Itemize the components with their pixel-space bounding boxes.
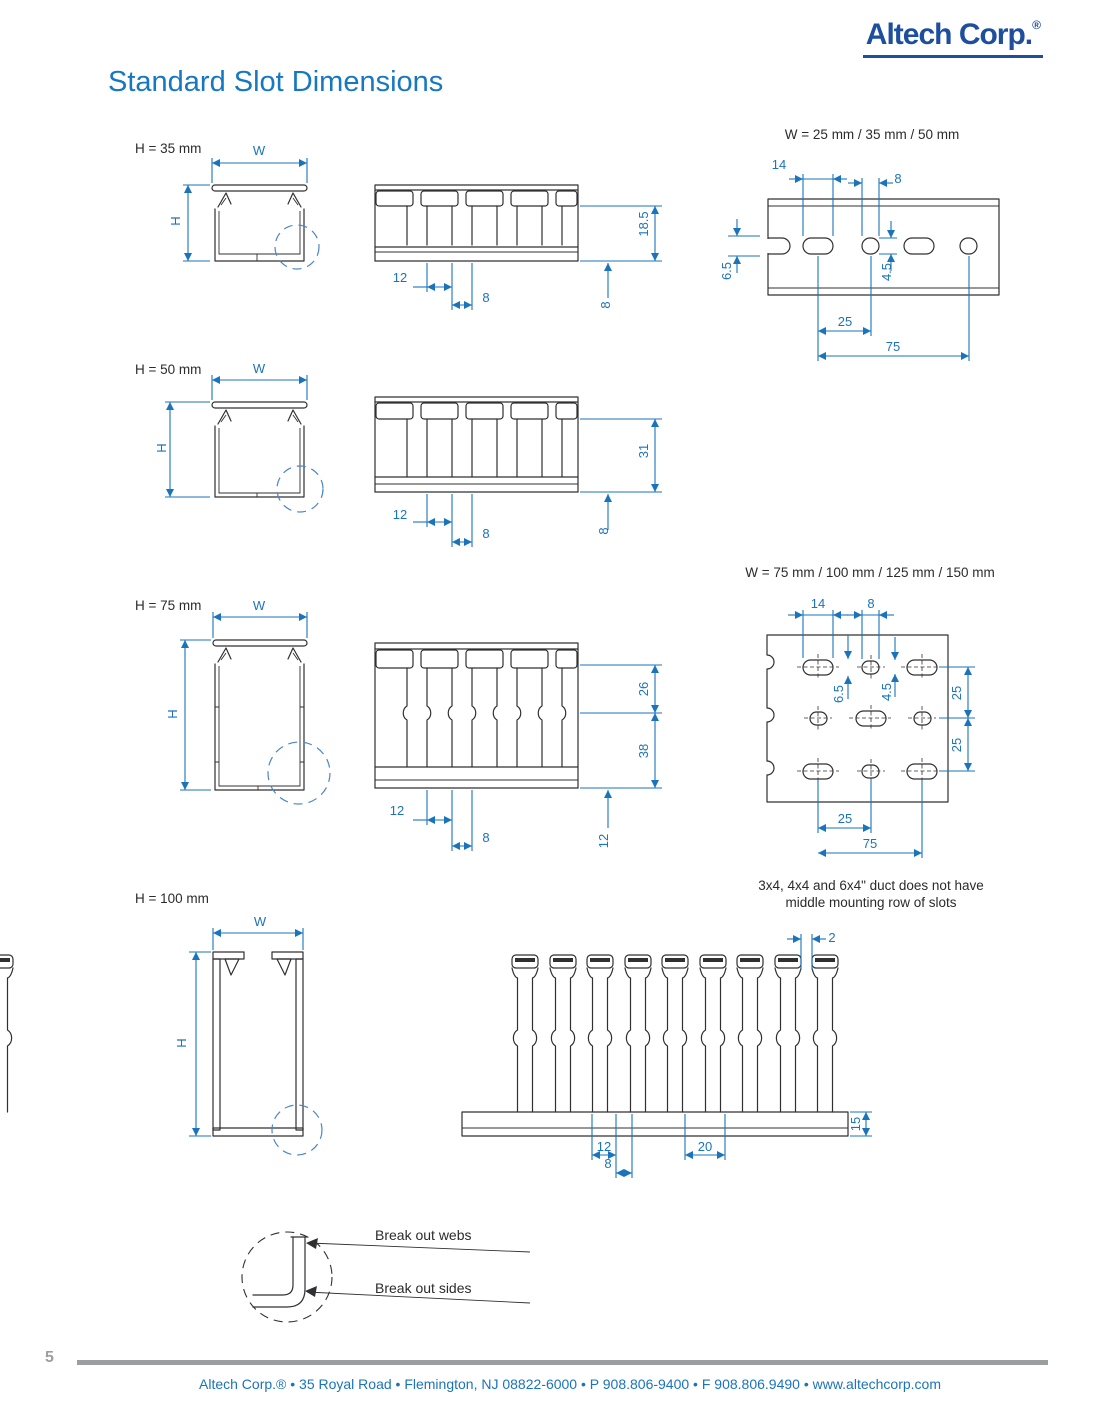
h100-finger-profile: [0, 934, 872, 1178]
h75-lower-dim: 38: [636, 743, 651, 759]
h50-pitch-dim: 12: [392, 507, 408, 522]
rail-row-pitch-dim: 75: [885, 339, 901, 354]
h100-w-dim: W: [253, 914, 267, 929]
h100-label: H = 100 mm: [135, 891, 209, 906]
h35-cross-section: [183, 158, 319, 269]
plate-slot-height-dim: 4.5: [879, 682, 894, 702]
footer-contact-line: Altech Corp.® • 35 Royal Road • Flemington, NJ 08822-6000 • P 908.806-9400 • F 908.806.9490 • www.altechcorp.com: [199, 1376, 941, 1392]
h75-pitch-dim: 12: [389, 803, 405, 818]
h35-h-dim: H: [168, 216, 183, 226]
h75-base-dim: 12: [596, 833, 611, 849]
rail-pitch-dim: 25: [837, 314, 853, 329]
h50-side-view: [375, 397, 662, 547]
plate-pitch-y2-dim: 25: [949, 737, 964, 753]
h75-side-view: [375, 643, 662, 851]
h75-upper-dim: 26: [636, 681, 651, 697]
h75-w-dim: W: [252, 598, 266, 613]
page-title: Standard Slot Dimensions: [108, 66, 444, 98]
h50-label: H = 50 mm: [135, 362, 202, 377]
h100-cross-section: [189, 928, 322, 1155]
h75-label: H = 75 mm: [135, 598, 202, 613]
h50-w-dim: W: [252, 361, 266, 376]
plate-small-slot-dim: 8: [867, 596, 875, 611]
breakout-webs-label: Break out webs: [375, 1227, 472, 1243]
h100-wide-pitch-dim: 20: [697, 1139, 713, 1154]
plate-pitch-y1-dim: 25: [949, 685, 964, 701]
breakout-detail: [242, 1232, 530, 1322]
h35-base-dim: 8: [598, 301, 613, 309]
h50-slot-dim: 8: [482, 526, 490, 541]
page-number: 5: [45, 1349, 54, 1366]
h35-w-dim: W: [252, 143, 266, 158]
logo-text: Altech Corp.: [865, 18, 1033, 51]
footer-divider: [77, 1360, 1048, 1365]
h75-cross-section: [180, 612, 330, 804]
h75-h-dim: H: [165, 709, 180, 719]
h100-slot-dim: 8: [604, 1156, 612, 1171]
breakout-sides-label: Break out sides: [375, 1280, 472, 1296]
rail-small-slot-dim: 8: [894, 171, 902, 186]
rail-pattern-small: [728, 171, 999, 361]
plate-title: W = 75 mm / 100 mm / 125 mm / 150 mm: [745, 565, 995, 580]
plate-note-line1: 3x4, 4x4 and 6x4" duct does not have: [758, 878, 984, 893]
rail-title: W = 25 mm / 35 mm / 50 mm: [784, 127, 960, 142]
h100-h-dim: H: [174, 1038, 189, 1048]
h50-depth-dim: 31: [636, 443, 651, 459]
plate-offset-dim: 6.5: [831, 684, 846, 704]
plate-slot-length-dim: 14: [810, 596, 826, 611]
h35-pitch-dim: 12: [392, 270, 408, 285]
h35-slot-dim: 8: [482, 290, 490, 305]
h50-h-dim: H: [154, 443, 169, 453]
rail-edge-offset-dim: 6.5: [719, 261, 734, 281]
h50-base-dim: 8: [596, 527, 611, 535]
h75-slot-dim: 8: [482, 830, 490, 845]
plate-note-line2: middle mounting row of slots: [785, 895, 957, 910]
plate-pattern-large: [760, 610, 975, 858]
h35-depth-dim: 18.5: [636, 211, 651, 237]
h35-label: H = 35 mm: [135, 141, 202, 156]
plate-row-pitch-dim: 75: [862, 836, 878, 851]
h35-side-view: [375, 185, 662, 310]
rail-slot-length-dim: 14: [771, 157, 787, 172]
h100-pitch-dim: 12: [596, 1139, 612, 1154]
plate-pitch-x-dim: 25: [837, 811, 853, 826]
registered-mark: ®: [1032, 18, 1040, 32]
h100-base-height-dim: 15: [848, 1116, 863, 1132]
company-logo: [863, 18, 1043, 58]
h100-cap-gap-dim: 2: [828, 930, 836, 945]
h50-cross-section: [165, 375, 323, 512]
rail-slot-height-dim: 4.5: [879, 262, 894, 282]
